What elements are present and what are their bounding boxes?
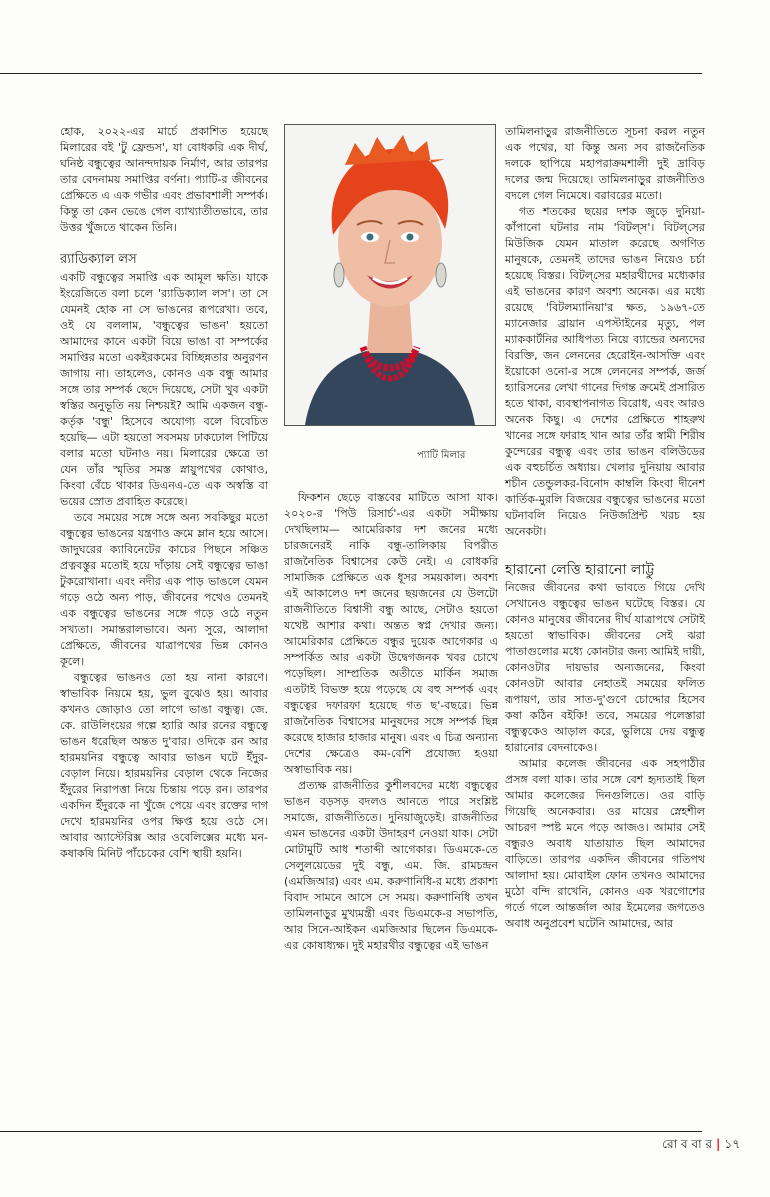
article-column-2 [284,490,498,954]
article-column-1 [60,124,268,862]
page-number: ১৭ [724,1137,740,1151]
paragraph: ফিকশন ছেড়ে বাস্তবের মাটিতে আসা যাক। ২০২০-র 'পিউ রিসার্চ'-এর একটা সমীক্ষায় দেখছিলাম— আমেরিকার দশ জনের মধ্যে চারজনেরই নাকি বন্ধু-তালিকায় বিপরীত রাজনৈতিক বিশ্বাসের কেউ নেই। এ বোধকরি সামাজিক প্রেক্ষিতে এক ধূসর সময়কাল। অবশ্য এই আকালেও দশ জনের ছয়জনের যে উলটো রাজনীতিতে বিশ্বাসী বন্ধু আছে, সেটাও হয়তো যথেষ্ট আশার কথা। অন্তত স্বপ্ন দেখার জন্য। আমেরিকার প্রেক্ষিতে বন্ধুর দুয়েক আগেকার এ সম্পর্কিত আর একটা উদ্বেগজনক খবর চোখে পড়েছিল। সাম্প্রতিক অতীতে মার্কিন সমাজ এতটাই বিভক্ত হয়ে পড়েছে যে বহু সম্পর্ক এবং বন্ধুত্বের দফারফা হয়েছে গত ছ'-বছরে। ভিন্ন রাজনৈতিক বিশ্বাসের মানুষদের সঙ্গে সম্পর্ক ছিন্ন করেছে হাজার হাজার মানুষ। এবং এ চিত্র অন্যান্য দেশের ক্ষেত্রেও কম-বেশি প্রযোজ্য হওয়া অস্বাভাবিক নয়। [284,491,498,776]
subheading: র‍্যাডিক্যাল লস [60,252,137,267]
portrait-photo [284,124,496,426]
photo-caption: প্যাটি মিলার [417,450,466,461]
article-column-3 [505,124,705,932]
paragraph: তামিলনাড়ুর রাজনীতিতে সূচনা করল নতুন এক পথের, যা কিন্তু অন্য সব রাজনৈতিক দলকে ছাপিয়ে মহাপরাক্রমশালী দুই দ্রাবিড় দলের জন্ম দিয়েছে। তামিলনাড়ুর রাজনীতিও বদলে গেল নিমেষে। বরাবরের মতো। [505,125,705,202]
footer-rule [0,1131,702,1132]
paragraph: হোক, ২০২২-এর মার্চে প্রকাশিত হয়েছে মিলারের বই 'টু ফ্রেন্ডস', যা বোধকরি এক দীর্ঘ, ঘনিষ্ঠ বন্ধুত্বের আনন্দদায়ক নির্মাণ, আর তারপর তার বেদনাময় সমাপ্তির বর্ণনা। প্যাটি-র জীবনের প্রেক্ষিতে এ এক গভীর এবং প্রভাবশালী সম্পর্ক। কিন্তু তা কেন ভেঙে গেল ব্যাখ্যাতীতভাবে, তার উত্তর খুঁজতে থাকেন তিনি। [60,125,268,234]
paragraph: নিজের জীবনের কথা ভাবতে গিয়ে দেখি সেখানেও বন্ধুত্বের ভাঙন ঘটেছে বিস্তর। যে কোনও মানুষের জীবনের দীর্ঘ যাত্রাপথে সেটাই হয়তো স্বাভাবিক। জীবনের সেই ঝরা পাতাগুলোর মধ্যে কোনটার জন্য আমিই দায়ী, কোনওটার দায়ভার অন্যজনের, কিংবা কোনওটা আবার নেহাতই সময়ের ফলিত রূপায়ণ, তার সাত-দু'গুণে চোদ্দোর হিসেব কষা কঠিন বইকি! তবে, সময়ের পলেস্তারা বন্ধুত্বকেও আড়াল করে, ভুলিয়ে দেয় বন্ধুত্ব হারানোর বেদনাকেও। [505,581,705,754]
header-rule [0,73,702,74]
paragraph: বন্ধুত্বের ভাঙনও তো হয় নানা কারণে। স্বাভাবিক নিয়মে হয়, ভুল বুঝেও হয়। আবার কখনও জোড়াও তো লাগে ভাঙা বন্ধুত্ব। জে. কে. রাউলিংয়ের গল্পে হ্যারি আর রনের বন্ধুত্বে ভাঙন ধরেছিল অন্তত দু'বার। ওদিকে রন আর হারময়নির বন্ধুত্বে আবার ভাঙন ঘটে ইঁদুর-বেড়াল নিয়ে। হারময়নির বেড়াল থেকে নিজের ইঁদুরের নিরাপত্তা নিয়ে চিন্তায় পড়ে রন। তারপর একদিন ইঁদুরকে না খুঁজে পেয়ে এবং রক্তের দাগ দেখে হারময়নির ওপর ক্ষিপ্ত হয়ে ওঠে সে। আবার অ্যাস্টেরিক্স আর ওবেলিক্সের মধ্যে মন-কষাকষি মিনিট পাঁচেকের বেশি স্থায়ী হয়নি। [60,671,268,860]
paragraph: গত শতকের ছয়ের দশক জুড়ে দুনিয়া-কাঁপানো ঘটনার নাম 'বিটল্‌স'। বিটল্‌সের মিউজিক যেমন মাতাল করেছে অগণিত মানুষকে, তেমনই তাদের ভাঙন নিয়েও চর্চা হয়েছে বিস্তর। বিটল্‌সের মহারথীদের মধ্যেকার এই ভাঙনের কারণ অবশ্য অনেক। এর মধ্যে রয়েছে 'বিটলম্যানিয়া'র ক্ষত, ১৯৬৭-তে ম্যানেজার ব্রায়ান এপস্টাইনের মৃত্যু, পল ম্যাককার্টনির আধিপত্য নিয়ে ব্যান্ডের অন্যদের বিরক্তি, জন লেননের হেরোইন-আসক্তি এবং ইয়োকো ওনো-র সঙ্গে লেননের সম্পর্ক, জর্জ হ্যারিসনের লেখা গানের দিগন্ত ক্রমেই প্রসারিত হতে থাকা, ব্যবস্থাপনাগত বিরোধ, এবং আরও অনেক কিছু। এ দেশের প্রেক্ষিতে শাহরুখ খানের সঙ্গে ফারাহ খান আর তাঁর স্বামী শিরীষ কুন্দেরের বন্ধুত্ব এবং তার ভাঙন বলিউডের এক বহুচর্চিত অধ্যায়। খেলার দুনিয়ায় আবার শচীন তেন্ডুলকর-বিনোদ কাম্বলি কিংবা দীনেশ কার্তিক-মুরলি বিজয়ের বন্ধুত্বের ভাঙনের মতো ঘটনাবলি নিয়েও নিউজপ্রিন্ট খরচ হয় অনেকটা। [505,205,705,538]
paragraph: প্রত্যক্ষ রাজনীতির কুশীলবদের মধ্যে বন্ধুত্বের ভাঙন বড়সড় বদলও আনতে পারে সংশ্লিষ্ট সমাজে, রাজনীতিতে। দুনিয়াজুড়েই। রাজনীতির এমন ভাঙনের একটা উদাহরণ নেওয়া যাক। সেটা মোটামুটি আধ শতাব্দী আগেকার। ডিএমকে-তে সেলুলয়েডের দুই বন্ধু, এম. জি. রামচন্দ্রন (এমজিআর) এবং এম. করুণানিধি-র মধ্যে প্রকাশ্য বিবাদ সামনে আসে সে সময়। করুণানিধি তখন তামিলনাড়ুর মুখ্যমন্ত্রী এবং ডিএমকে-র সভাপতি, আর সিনে-আইকন এমজিআর ছিলেন ডিএমকে-এর কোষাধ্যক্ষ। দুই মহারথীর বন্ধুত্বের এই ভাঙন [284,779,498,952]
page-footer [662,1136,740,1156]
footer-separator: | [716,1137,721,1151]
paragraph: একটি বন্ধুত্বের সমাপ্তি এক আমূল ক্ষতি। যাকে ইংরেজিতে বলা চলে 'র‍্যাডিক্যাল লস'। তা সে যেমনই হোক না সে ভাঙনের রূপরেখা। তবে, ওই যে বললাম, 'বন্ধুত্বের ভাঙন' হয়তো আমাদের কানে একটা বিয়ে ভাঙা বা সম্পর্কের সমাপ্তির মতো একইরকমের বিচ্ছিন্নতার অনুরণন জাগায় না। তাহলেও, কোনও এক বন্ধু আমার সঙ্গে তার সম্পর্ক ছেদে দিয়েছে, সেটা খুব একটা স্বস্তির অনুভূতি নয় নিশ্চয়ই? আমি একজন বন্ধু-কর্তৃক 'বন্ধু' হিসেবে অযোগ্য বলে বিবেচিত হয়েছি— এটা হয়তো সবসময় ঢাকঢোল পিটিয়ে বলার মতো ঘটনাও নয়। মিলারের ক্ষেত্রে তা যেন তাঁর স্মৃতির সমস্ত স্নায়ুপথের কোথাও, কিংবা বেঁচে থাকার ডিএনএ-তে এক অস্বস্তি বা ভয়ের স্রোত প্রবাহিত করেছে। [60,271,268,508]
paragraph: আমার কলেজ জীবনের এক সহপাঠীর প্রসঙ্গ বলা যাক। তার সঙ্গে বেশ হৃদ্যতাই ছিল আমার কলেজের দিনগুলিতে। ওর বাড়ি গিয়েছি অনেকবার। ওর মায়ের স্নেহশীল আচরণ স্পষ্ট মনে পড়ে আজও। আমার সেই বন্ধুরও অবাধ যাতায়াত ছিল আমাদের বাড়িতে। তারপর একদিন জীবনের গতিপথ আলাদা হয়। মোবাইল ফোন তখনও আমাদের মুঠো বন্দি রাখেনি, কোনও এক খরগোশের গর্তে গলে আন্তর্জাল আর ইমেলের জগতেও অবাধ অনুপ্রবেশ ঘটেনি আমাদের, আর [505,757,705,930]
magazine-name: রো ব বা র [662,1137,713,1151]
paragraph: তবে সময়ের সঙ্গে সঙ্গে অন্য সবকিছুর মতো বন্ধুত্বের ভাঙনের যন্ত্রণাও ক্রমে ম্লান হয়ে আসে। জাদুঘরের ক্যাবিনেটের কাচের পিছনে সঞ্চিত প্রত্নবস্তুর মতোই হয়ে দাঁড়ায় সেই বন্ধুত্বের ভাঙা টুকরোখানা। এবং নদীর এক পাড় ভাঙলে যেমন গড়ে ওঠে অন্য পাড়, জীবনের পথেও তেমনই এক বন্ধুত্বের ভাঙনের সঙ্গে গড়ে ওঠে নতুন সখ্যতা। সমান্তরালভাবে। অন্য সুরে, আলাদা প্রেক্ষিতে, জীবনের যাত্রাপথের ভিন্ন কোনও কূলে। [60,511,268,668]
portrait-illustration [285,125,495,425]
subheading: হারানো লেত্তি হারানো লাট্টু [505,562,655,578]
